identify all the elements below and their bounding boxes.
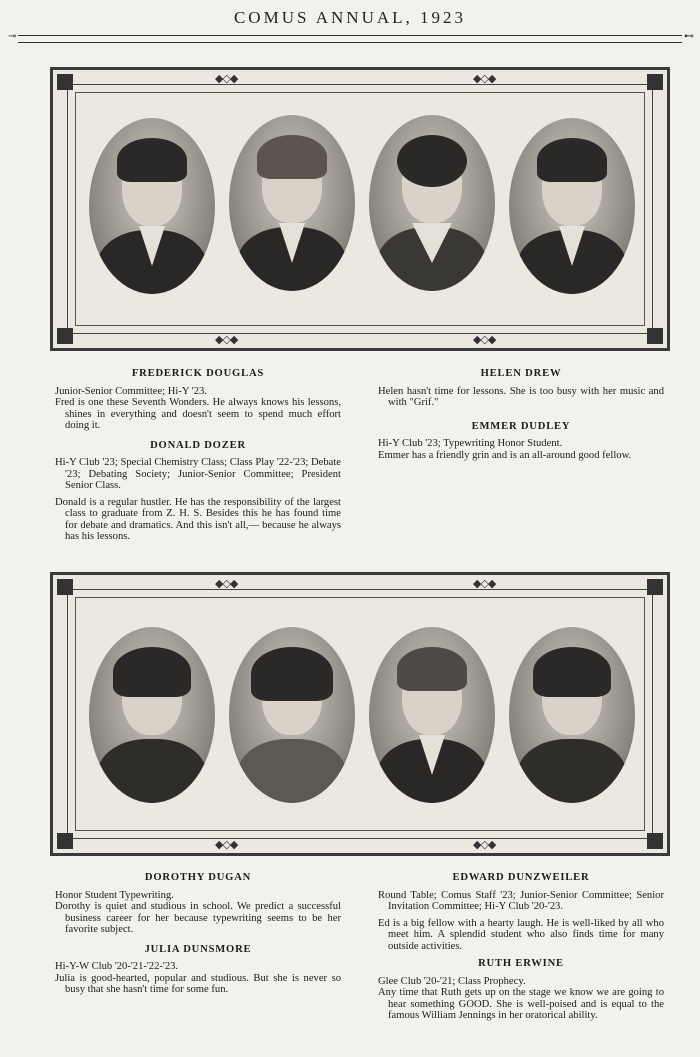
student-bio: Donald is a regular hustler. He has the responsibility of the largest class to graduate from Z. H. S. Besides this he has found time for debate and dramatics. And this isn't all,— because he always has his lessons. [55, 496, 341, 542]
frame-ornament-icon: ◆◇◆ [473, 73, 496, 85]
corner-ornament [647, 74, 663, 90]
portrait-dorothy-dugan [89, 627, 215, 803]
student-name: FREDERICK DOUGLAS [131, 368, 265, 379]
student-activities: Hi-Y Club '23; Special Chemistry Class; Class Play '22-'23; Debate '23; Debating Society; Junior-Senior Committee; President Senior Class. [55, 457, 341, 491]
student-name: DONALD DOZER [150, 439, 246, 451]
entry-dorothy-dugan [55, 872, 341, 1001]
student-bio: Fred is one these Seventh Wonders. He always knows his lessons, shines in everything and doesn't seem to spend much effort doing it. [55, 397, 341, 431]
student-bio: Ed is a big fellow with a hearty laugh. He is well-liked by all who meet him. A splendid student who also finds time for many outside activities. [378, 917, 664, 952]
student-bio: Julia is good-hearted, popular and studious. But she is never so busy that she hasn't time for some fun. [55, 972, 341, 995]
student-activities: Honor Student Typewriting. [55, 889, 174, 901]
ornament-icon: ⊸ [8, 31, 17, 42]
corner-ornament [57, 579, 73, 595]
frame-ornament-icon: ◆◇◆ [215, 839, 238, 851]
corner-ornament [647, 328, 663, 344]
student-name: JULIA DUNSMORE [144, 943, 252, 955]
frame-ornament-icon: ◆◇◆ [215, 73, 238, 85]
student-activities: Hi-Y Club '23; Typewriting Honor Student. [378, 438, 563, 449]
entry-edward-dunzweiler [378, 872, 664, 1027]
student-bio: Emmer has a friendly grin and is an all-around good fellow. [378, 449, 632, 461]
student-activities: Round Table; Comus Staff '23; Junior-Senior Committee; Senior Invitation Committee; Hi-Y Club '20-'23. [378, 889, 664, 912]
corner-ornament [57, 833, 73, 849]
student-bio: Helen hasn't time for lessons. She is too busy with her music and with "Grif." [378, 385, 664, 408]
student-bio: Dorothy is quiet and studious in school. We predict a successful business career for her because typewriting seems to be her favorite subject. [55, 901, 341, 935]
entry-frederick-douglas [55, 368, 341, 548]
corner-ornament [57, 74, 73, 90]
frame-ornament-icon: ◆◇◆ [473, 334, 496, 346]
student-name: EDWARD DUNZWEILER [452, 872, 590, 883]
frame-ornament-icon: ◆◇◆ [473, 578, 496, 590]
corner-ornament [647, 579, 663, 595]
header-rule [18, 35, 682, 43]
frame-ornament-icon: ◆◇◆ [473, 839, 496, 851]
corner-ornament [647, 833, 663, 849]
corner-ornament [57, 328, 73, 344]
portrait-emmer-dudley [509, 118, 635, 294]
entry-helen-drew [378, 368, 664, 466]
top-portrait-frame [50, 67, 670, 351]
portrait-julia-dunsmore [229, 627, 355, 803]
student-activities: Junior-Senior Committee; Hi-Y '23. [55, 385, 207, 397]
student-name: EMMER DUDLEY [471, 420, 571, 432]
page-title: COMUS ANNUAL, 1923 [233, 8, 467, 27]
ornament-icon: ⊷ [684, 31, 694, 42]
frame-ornament-icon: ◆◇◆ [215, 334, 238, 346]
student-bio: Any time that Ruth gets up on the stage we know we are going to hear something GOOD. She is well-poised and is equal to the famous William Jennings in her oratorical ability. [378, 987, 664, 1021]
portrait-frederick-douglas [89, 118, 215, 294]
student-activities: Hi-Y-W Club '20-'21-'22-'23. [55, 961, 179, 972]
frame-ornament-icon: ◆◇◆ [215, 578, 238, 590]
portrait-donald-dozer [229, 115, 355, 291]
portrait-edward-dunzweiler [369, 627, 495, 803]
student-name: DOROTHY DUGAN [144, 872, 252, 883]
bottom-portrait-frame [50, 572, 670, 856]
student-name: RUTH ERWINE [478, 958, 564, 969]
portrait-ruth-erwine [509, 627, 635, 803]
student-name: HELEN DREW [480, 368, 562, 379]
student-activities: Glee Club '20-'21; Class Prophecy. [378, 975, 526, 987]
portrait-helen-drew [369, 115, 495, 291]
